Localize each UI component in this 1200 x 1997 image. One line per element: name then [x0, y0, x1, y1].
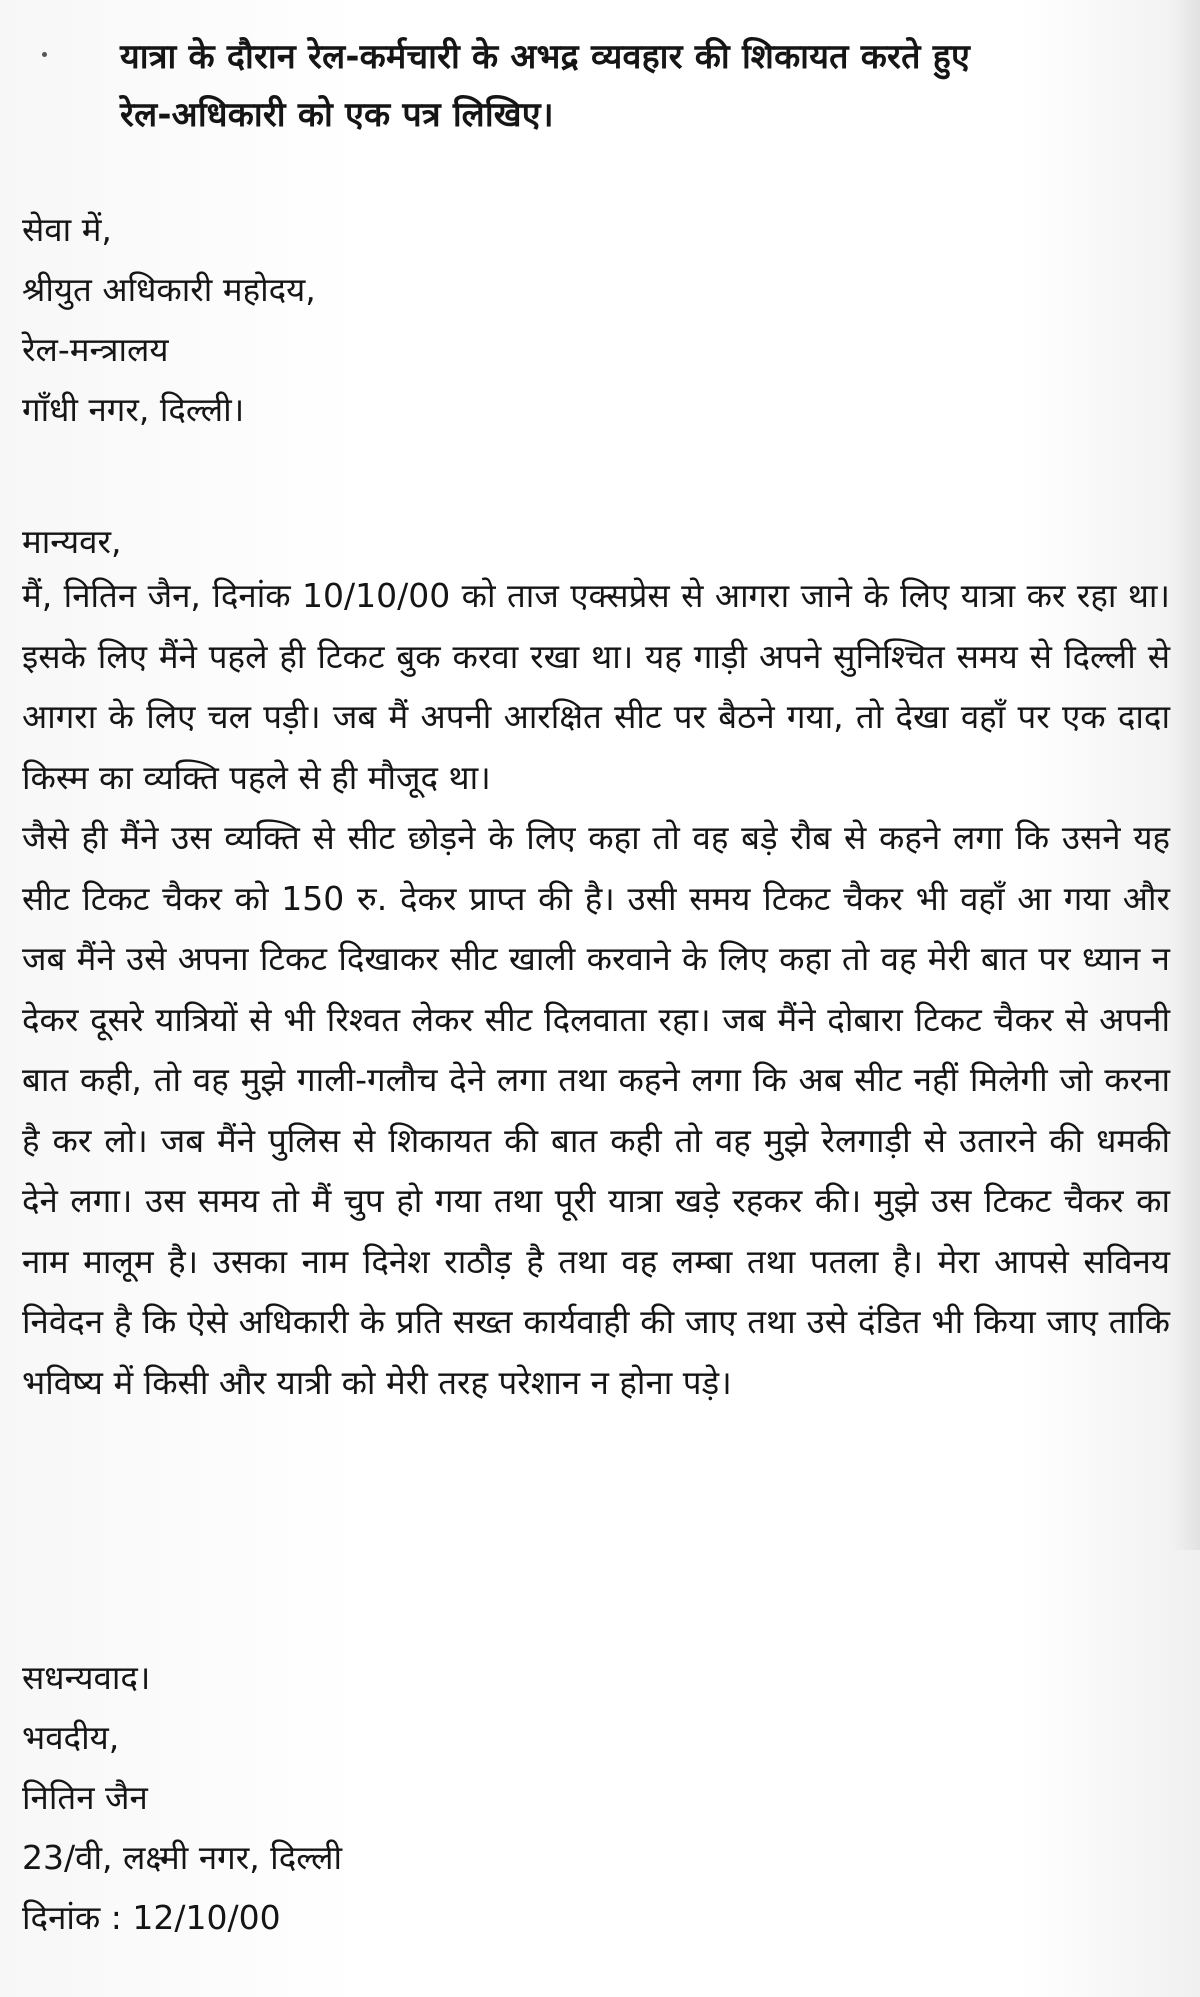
recipient-address: [22, 200, 316, 440]
letter-closing: [22, 1648, 342, 1948]
closing-yours: भवदीय,: [22, 1718, 120, 1757]
question-heading: [120, 28, 1180, 144]
letter-body: [22, 566, 1170, 1413]
address-city: गाँधी नगर, दिल्ली।: [22, 390, 245, 429]
address-recipient: श्रीयुत अधिकारी महोदय,: [22, 270, 316, 309]
sender-address: 23/वी, लक्ष्मी नगर, दिल्ली: [22, 1838, 343, 1877]
closing-thanks: सधन्यवाद।: [22, 1658, 151, 1697]
body-paragraph-2: जैसे ही मैंने उस व्यक्ति से सीट छोड़ने के लिए कहा तो वह बड़े रौब से कहने लगा कि उसने यह सीट टिकट चैकर को 150 रु. देकर प्राप्त की है। उसी समय टिकट चैकर भी वहाँ आ गया और जब मैंने उसे अपना टिकट दिखाकर सीट खाली करवाने के लिए कहा तो वह मेरी बात पर ध्यान न देकर दूसरे यात्रियों से भी रिश्वत लेकर सीट दिलवाता रहा। जब मैंने दोबारा टिकट चैकर से अपनी बात कही, तो वह मुझे गाली-गलौच देने लगा तथा कहने लगा कि अब सीट नहीं मिलेगी जो करना है कर लो। जब मैंने पुलिस से शिकायत की बात कही तो वह मुझे रेलगाड़ी से उतारने की धमकी देने लगा। उस समय तो मैं चुप हो गया तथा पूरी यात्रा खड़े रहकर की। मुझे उस टिकट चैकर का नाम मालूम है। उसका नाम दिनेश राठौड़ है तथा वह लम्बा तथा पतला है। मेरा आपसे सविनय निवेदन है कि ऐसे अधिकारी के प्रति सख्त कार्यवाही की जाए तथा उसे दंडित भी किया जाए ताकि भविष्य में किसी और यात्री को मेरी तरह परेशान न होना पड़े।: [22, 818, 1170, 1402]
address-department: रेल-मन्त्रालय: [22, 330, 169, 369]
sender-name: नितिन जैन: [22, 1778, 148, 1817]
heading-line-2: रेल-अधिकारी को एक पत्र लिखिए।: [120, 95, 554, 135]
salutation: मान्यवर,: [22, 522, 122, 561]
heading-line-1: यात्रा के दौरान रेल-कर्मचारी के अभद्र व्यवहार की शिकायत करते हुए: [120, 37, 971, 77]
address-to: सेवा में,: [22, 210, 112, 249]
scan-speck: [42, 52, 47, 57]
letter-date: दिनांक : 12/10/00: [22, 1898, 281, 1937]
body-paragraph-1: मैं, नितिन जैन, दिनांक 10/10/00 को ताज एक्सप्रेस से आगरा जाने के लिए यात्रा कर रहा था। इसके लिए मैंने पहले ही टिकट बुक करवा रखा था। यह गाड़ी अपने सुनिश्चित समय से दिल्ली से आगरा के लिए चल पड़ी। जब मैं अपनी आरक्षित सीट पर बैठने गया, तो देखा वहाँ पर एक दादा किस्म का व्यक्ति पहले से ही मौजूद था।: [22, 576, 1170, 797]
